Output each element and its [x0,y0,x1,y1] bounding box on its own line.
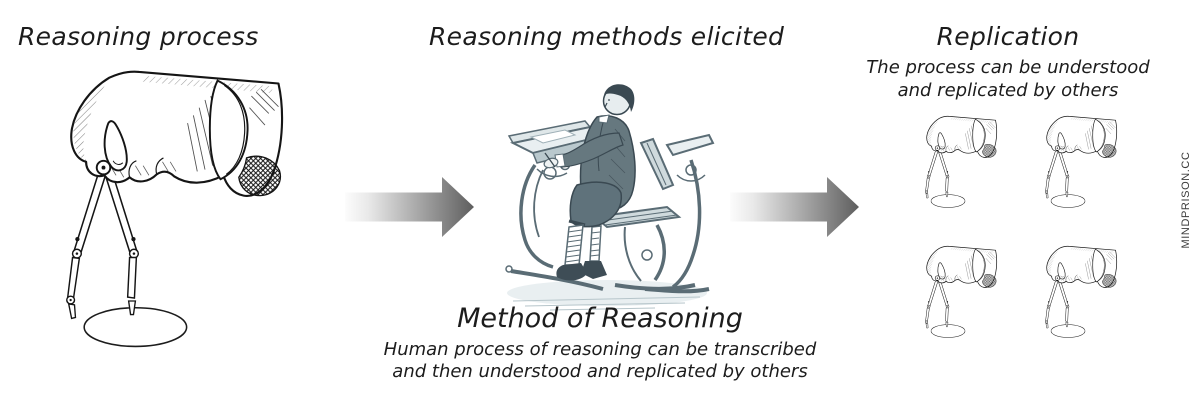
reasoning-methods-title: Reasoning methods elicited [429,22,785,51]
hand-compass-illustration-small [923,115,1000,212]
replication-subtitle-line-1: The process can be understood [866,57,1150,78]
schoolboy-desk-illustration [495,75,715,315]
flow-arrow-right-icon [730,176,860,238]
method-caption-title: Method of Reasoning [457,303,743,334]
hand-compass-illustration [60,68,292,360]
method-caption-body [370,339,830,383]
reasoning-process-title: Reasoning process [18,22,259,51]
flow-arrow-right-icon [345,176,475,238]
replicated-hand-grid [923,115,1120,342]
method-caption-line-1: Human process of reasoning can be transcribed [383,339,817,360]
replication-title: Replication [936,22,1080,51]
hand-compass-illustration-small [923,245,1000,342]
replication-subtitle [848,56,1168,102]
replication-subtitle-line-2: and replicated by others [897,80,1119,101]
hand-compass-illustration-small [1043,245,1120,342]
hand-compass-illustration-small [1043,115,1120,212]
watermark-text: MINDPRISON.CC [1180,151,1192,249]
method-caption-line-2: and then understood and replicated by others [392,361,808,382]
